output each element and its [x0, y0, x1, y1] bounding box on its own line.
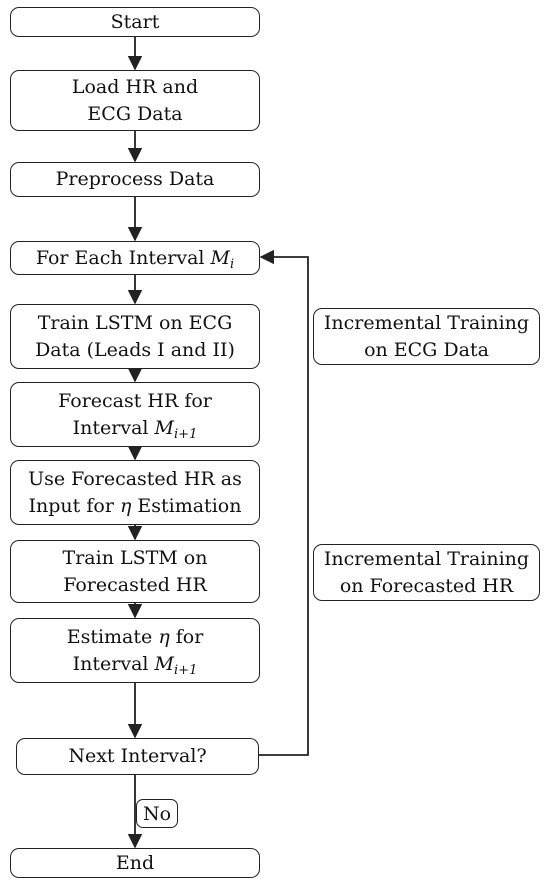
forecast-hr-node [10, 382, 260, 447]
load-label-line2: ECG Data [87, 102, 183, 125]
hr-note-line1: Incremental Training [323, 547, 530, 570]
end-label: End [115, 851, 155, 874]
train-ecg-line2: Data (Leads I and II) [35, 338, 235, 361]
preprocess-node [10, 162, 260, 197]
use-line1: Use Forecasted HR as [28, 467, 242, 490]
forecast-line2: Interval $M_{i+1}$ [72, 416, 198, 442]
estimate-eta-node [10, 618, 260, 683]
load-data-node [10, 70, 260, 131]
estimate-line1: Estimate η for [66, 625, 204, 648]
ecg-note-line2: on ECG Data [364, 338, 489, 361]
end-node [10, 848, 260, 878]
train-lstm-ecg-node [10, 304, 260, 369]
train-lstm-hr-node [10, 540, 260, 603]
estimate-line2: Interval $M_{i+1}$ [72, 652, 198, 678]
start-node [10, 7, 260, 37]
next-interval-decision [16, 738, 259, 775]
train-ecg-line1: Train LSTM on ECG [37, 311, 233, 334]
train-hr-line1: Train LSTM on [62, 546, 208, 569]
incremental-training-hr-note [313, 544, 540, 601]
train-hr-line2: Forecasted HR [63, 573, 207, 596]
preprocess-label: Preprocess Data [55, 168, 215, 190]
for-each-interval-node [10, 241, 260, 275]
hr-note-line2: on Forecasted HR [339, 574, 514, 597]
no-edge-label: No [136, 799, 178, 828]
ecg-note-line1: Incremental Training [323, 311, 530, 334]
loop-back-arrow [259, 257, 308, 755]
for-each-label: For Each Interval $M_i$ [35, 246, 235, 272]
incremental-training-ecg-note [313, 308, 540, 365]
forecast-line1: Forecast HR for [58, 389, 212, 412]
start-label: Start [110, 10, 160, 33]
next-interval-label: Next Interval? [68, 745, 207, 767]
use-forecasted-hr-node [10, 460, 260, 525]
load-label-line1: Load HR and [71, 75, 199, 98]
use-line2: Input for η Estimation [28, 494, 242, 517]
